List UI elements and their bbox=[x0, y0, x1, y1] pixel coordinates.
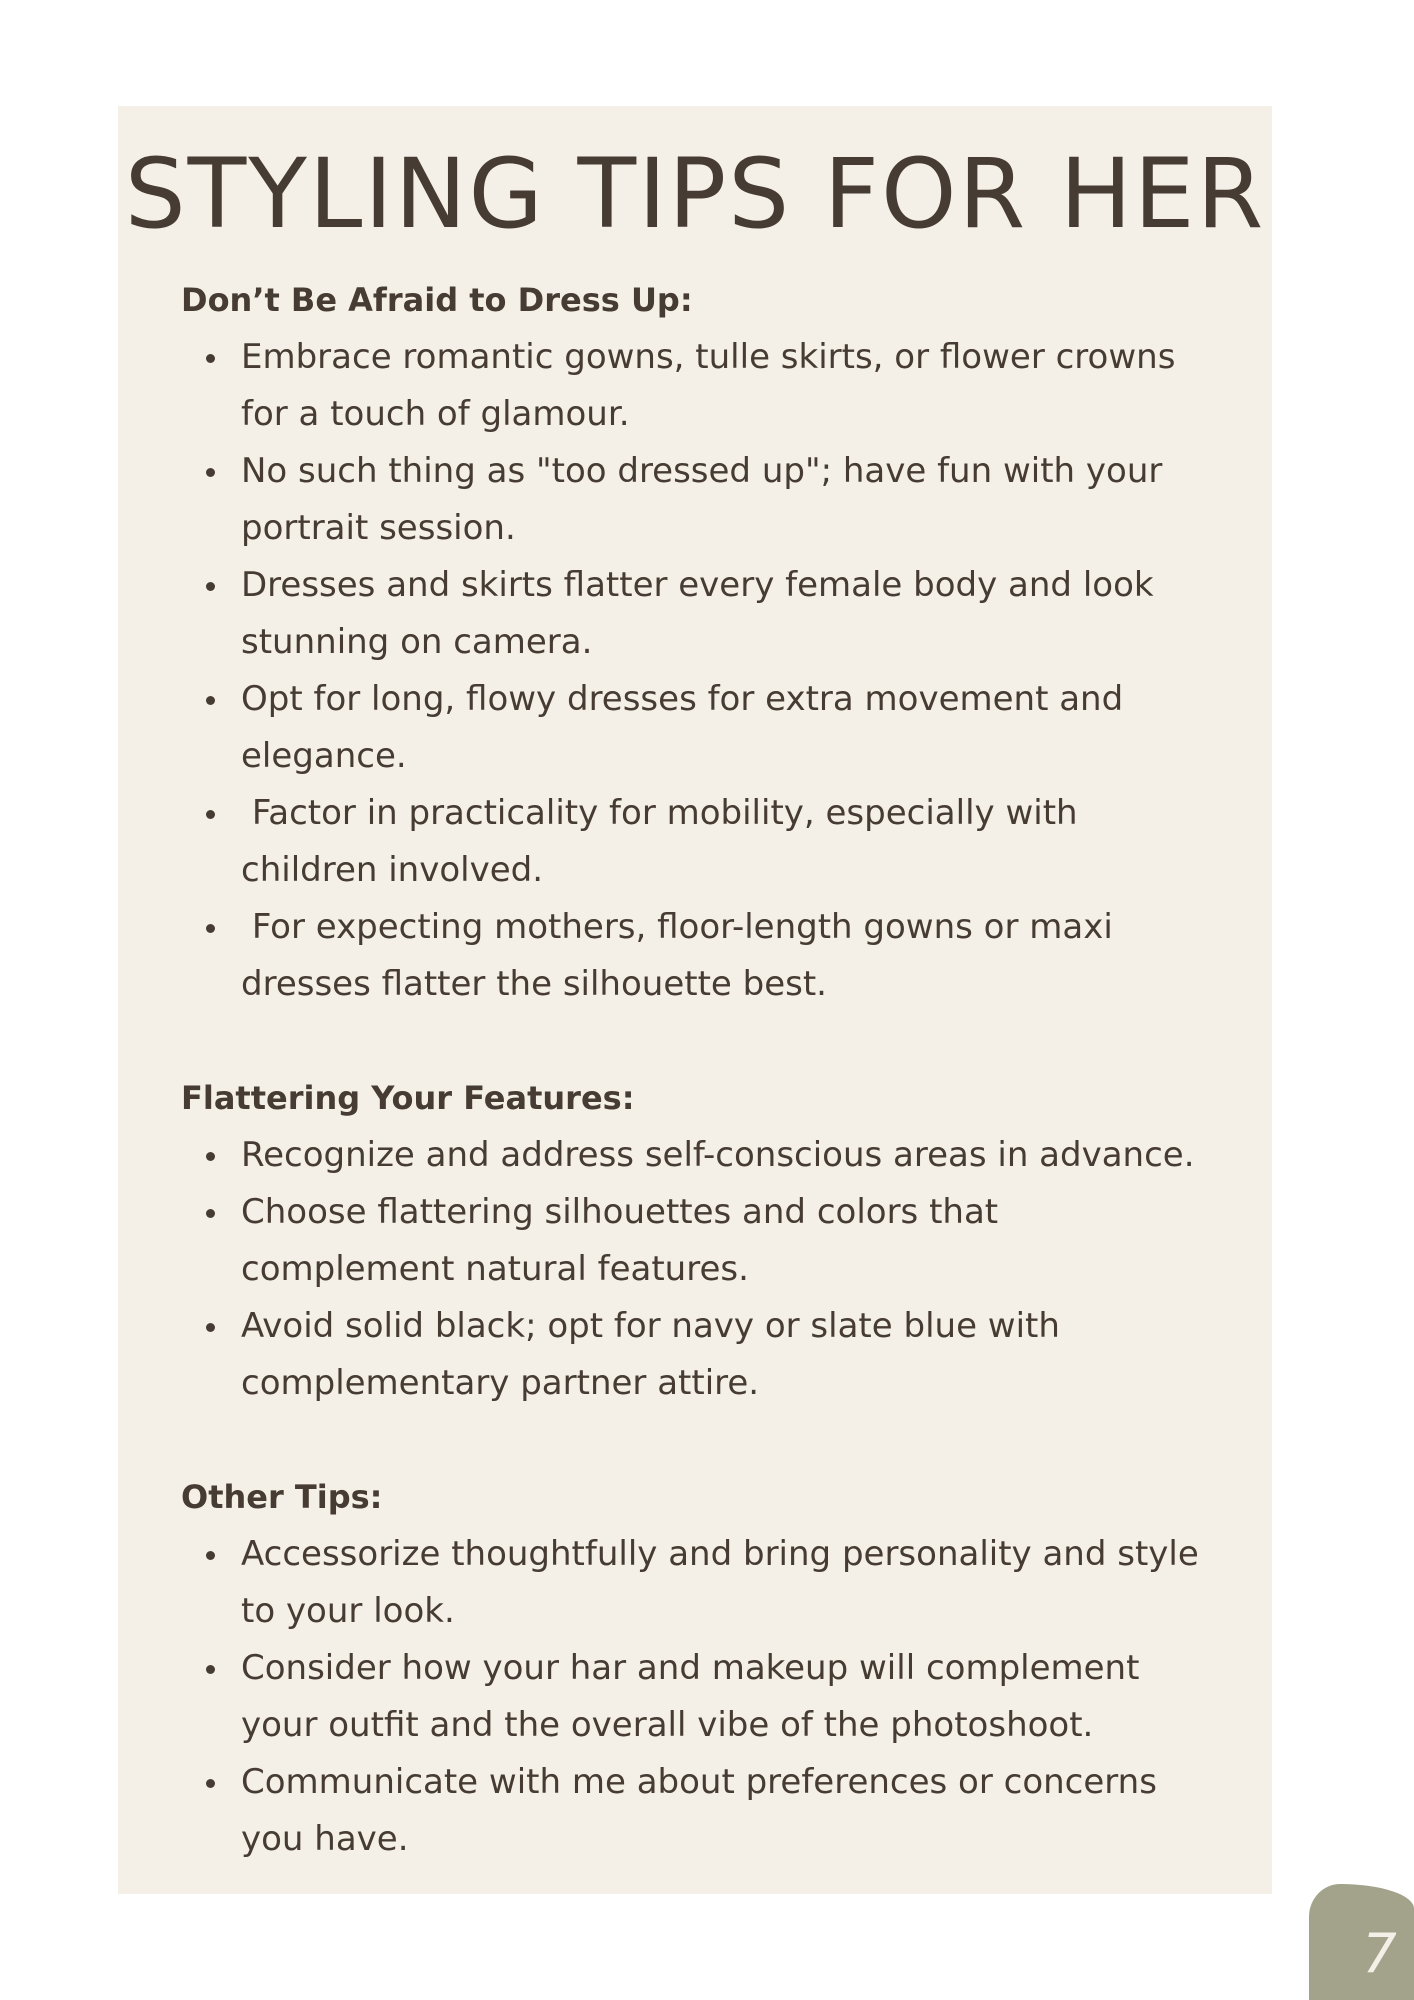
tip-text: Recognize and address self-conscious areas in advance. bbox=[241, 1135, 1195, 1175]
tip-text: No such thing as "too dressed up"; have fun with your portrait session. bbox=[241, 451, 1174, 548]
tip-list bbox=[181, 329, 1221, 1013]
tip-text: Accessorize thoughtfully and bring personality and style to your look. bbox=[241, 1534, 1210, 1631]
list-item bbox=[181, 1754, 1221, 1868]
bullet-icon bbox=[206, 1551, 215, 1560]
page-title: STYLING TIPS FOR HER bbox=[124, 138, 1266, 250]
bullet-icon bbox=[206, 1152, 215, 1161]
tip-text: For expecting mothers, floor-length gowns or maxi dresses flatter the silhouette best. bbox=[241, 907, 1124, 1004]
content-panel bbox=[118, 106, 1272, 1894]
tip-text: Embrace romantic gowns, tulle skirts, or flower crowns for a touch of glamour. bbox=[241, 337, 1187, 434]
tip-text: Avoid solid black; opt for navy or slate blue with complementary partner attire. bbox=[241, 1306, 1071, 1403]
list-item bbox=[181, 1298, 1221, 1412]
bullet-icon bbox=[206, 582, 215, 591]
section-heading: Don’t Be Afraid to Dress Up: bbox=[181, 281, 693, 319]
section-heading: Flattering Your Features: bbox=[181, 1079, 635, 1117]
section-other-tips bbox=[181, 1469, 1221, 1868]
list-item bbox=[181, 443, 1221, 557]
section-flattering-features bbox=[181, 1070, 1221, 1412]
list-item bbox=[181, 899, 1221, 1013]
bullet-icon bbox=[206, 1209, 215, 1218]
tip-text: Opt for long, flowy dresses for extra movement and elegance. bbox=[241, 679, 1135, 776]
section-dress-up bbox=[181, 272, 1221, 1013]
tip-list bbox=[181, 1526, 1221, 1868]
bullet-icon bbox=[206, 1779, 215, 1788]
list-item bbox=[181, 1526, 1221, 1640]
tip-text: Choose flattering silhouettes and colors that complement natural features. bbox=[241, 1192, 1009, 1289]
list-item bbox=[181, 557, 1221, 671]
bullet-icon bbox=[206, 810, 215, 819]
section-heading: Other Tips: bbox=[181, 1478, 383, 1516]
bullet-icon bbox=[206, 1665, 215, 1674]
page-number: 7 bbox=[1362, 1922, 1397, 1985]
tip-text: Dresses and skirts flatter every female body and look stunning on camera. bbox=[241, 565, 1165, 662]
tip-list bbox=[181, 1127, 1221, 1412]
list-item bbox=[181, 785, 1221, 899]
list-item bbox=[181, 1127, 1221, 1184]
tip-text: Factor in practicality for mobility, especially with children involved. bbox=[241, 793, 1089, 890]
list-item bbox=[181, 671, 1221, 785]
page-number-tab bbox=[1309, 1884, 1414, 2000]
list-item bbox=[181, 329, 1221, 443]
bullet-icon bbox=[206, 1323, 215, 1332]
bullet-icon bbox=[206, 696, 215, 705]
list-item bbox=[181, 1640, 1221, 1754]
bullet-icon bbox=[206, 354, 215, 363]
tip-text: Consider how your har and makeup will complement your outfit and the overall vibe of the photoshoot. bbox=[241, 1648, 1151, 1745]
bullet-icon bbox=[206, 924, 215, 933]
tip-text: Communicate with me about preferences or concerns you have. bbox=[241, 1762, 1168, 1859]
bullet-icon bbox=[206, 468, 215, 477]
list-item bbox=[181, 1184, 1221, 1298]
